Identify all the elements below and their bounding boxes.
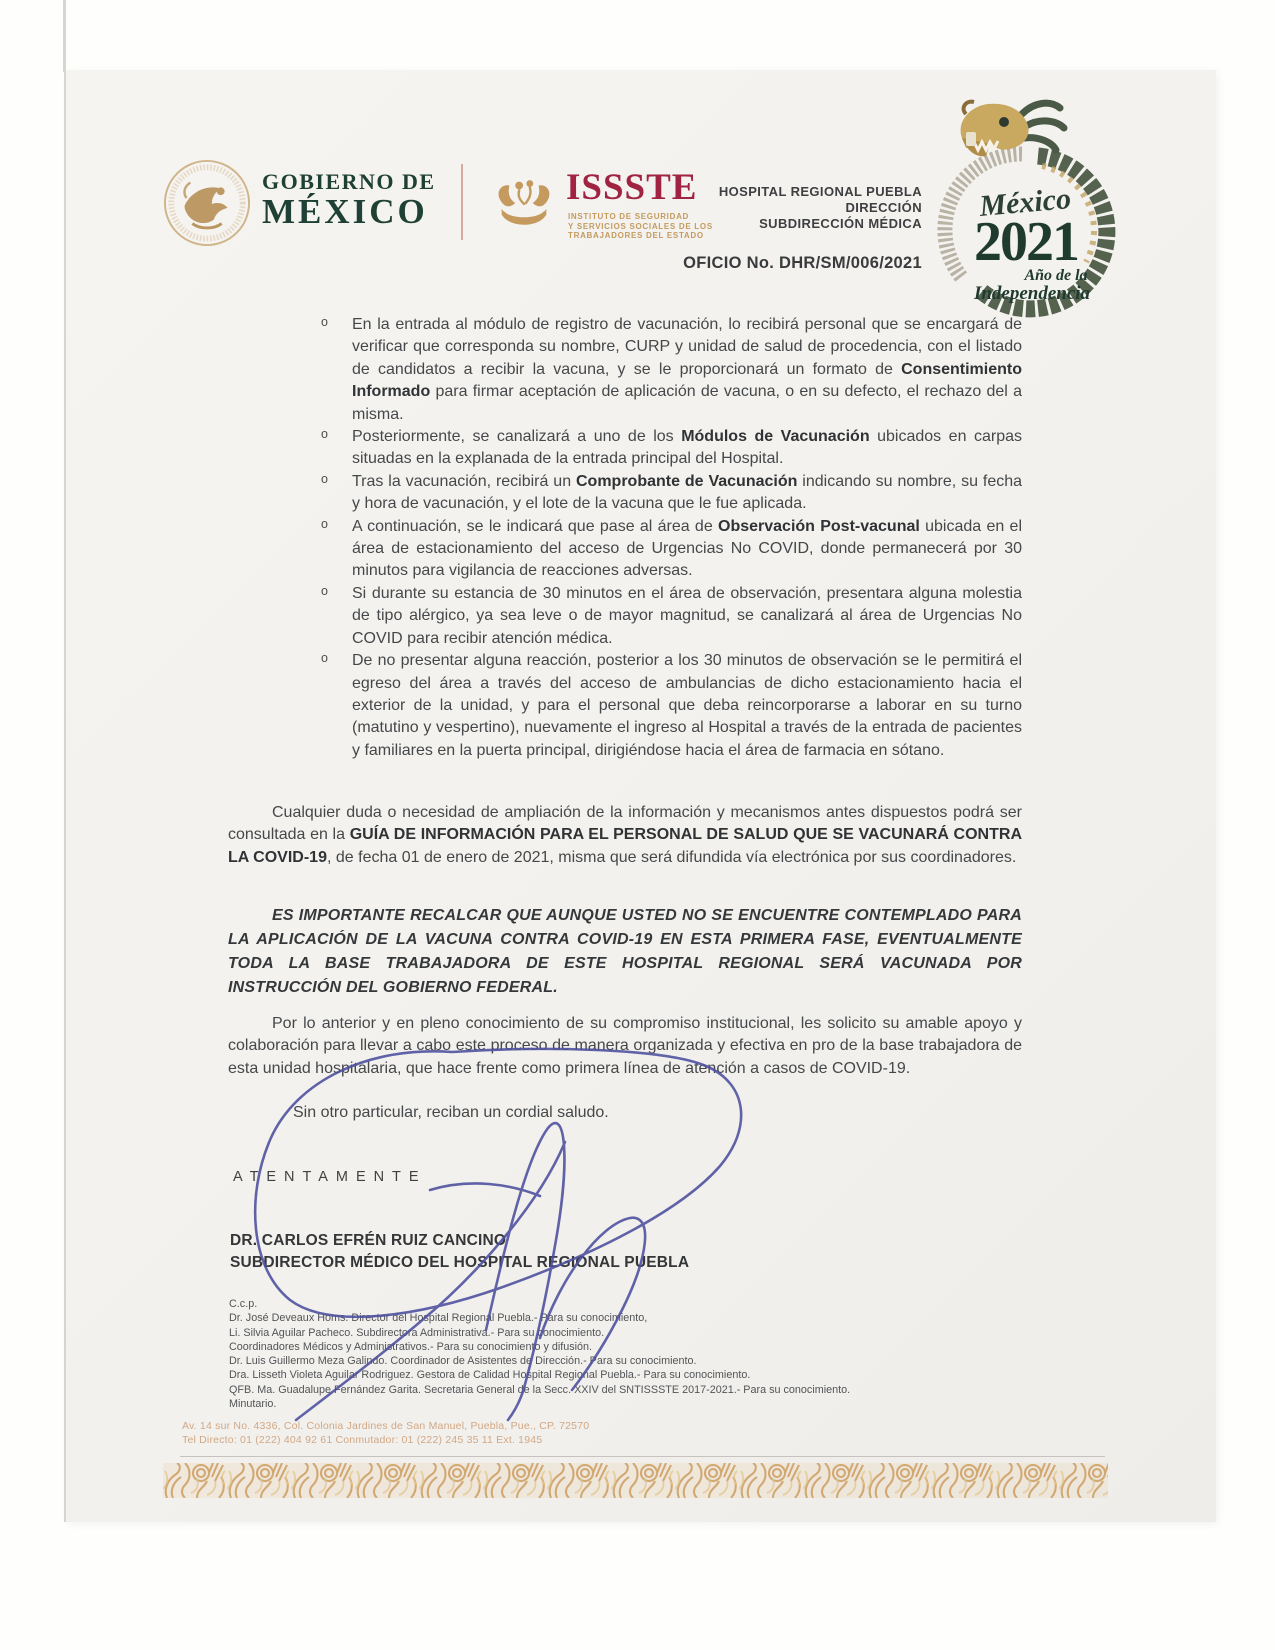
office-line-hospital: HOSPITAL REGIONAL PUEBLA — [718, 184, 922, 199]
ccp-block — [229, 1297, 850, 1411]
header-divider — [461, 164, 463, 240]
emblem-mexico-text: México — [978, 182, 1073, 223]
footer-address-line: Av. 14 sur No. 4336, Col. Colonia Jardines de San Manuel, Puebla, Pue., CP. 72570 — [182, 1420, 590, 1432]
procedure-bullet-list — [321, 314, 1023, 762]
bullet-text: En la entrada al módulo de registro de vacunación, lo recibirá personal que se encargará de verificar que corresponda su nombre, CURP y unidad de salud de procedencia, con el listado de candidatos a recibir la vacuna, y se le proporcionará un formato de Consentimiento Informado para firmar aceptación de aplicación de vacuna, o en su defecto, el rechazo del a misma. — [352, 316, 1022, 423]
gobierno-de-mexico-wordmark — [262, 170, 436, 230]
ccp-item: QFB. Ma. Guadalupe Fernández Garita. Secretaria General de la Secc. XXIV del SNTISSSTE 2017-2021.- Para su conocimiento. — [229, 1383, 851, 1396]
footer-rule — [180, 1456, 1105, 1457]
ccp-item: Li. Silvia Aguilar Pacheco. Subdirectora Administrativa.- Para su conocimiento. — [229, 1326, 605, 1339]
ccp-list — [229, 1311, 850, 1411]
oficio-number: OFICIO No. DHR/SM/006/2021 — [683, 254, 922, 272]
serpent-head — [961, 102, 1064, 157]
bullet-marker: o — [321, 583, 328, 598]
eagle-seal-icon — [163, 158, 251, 248]
bullet-text: A continuación, se le indicará que pase al área de Observación Post-vacunal ubicada en el área de estacionamiento del acceso de Urgencias No COVID, donde permanecerá por 30 minutos para vigilancia de reacciones adversas. — [352, 517, 1022, 580]
paragraph-consulta-guia: Cualquier duda o necesidad de ampliación de la información y mecanismos antes dispuestos podrá ser consultada en la GUÍA DE INFORMACIÓN PARA EL PERSONAL DE SALUD QUE SE VACUNARÁ CONTRA LA COVID-19, de fecha 01 de enero de 2021, misma que será difundida vía electrónica por sus coordinadores. — [228, 804, 1022, 866]
bullet-marker: o — [321, 651, 328, 666]
emblem-year-text: 2021 — [974, 211, 1078, 273]
greca-pattern — [163, 1463, 1108, 1498]
decorative-prehispanic-band — [163, 1463, 1108, 1498]
bullet-text: De no presentar alguna reacción, posterior a los 30 minutos de observación se le permitirá el egreso del área a través del acceso de ambulancias de dicho estacionamiento hacia el exterior de la unidad, y para el personal que deba reincorporarse a laborar en su turno (matutino y vespertino), nuevamente el ingreso al Hospital a través de la entrada de pacientes y familiares en la puerta principal, dirigiéndose hacia el área de farmacia en sótano. — [352, 652, 1022, 759]
bullet-text: Tras la vacunación, recibirá un Comprobante de Vacunación indicando su nombre, su fecha y hora de vacunación, y el lote de la vacuna que le fue aplicada. — [352, 472, 1023, 513]
issste-wordmark: ISSSTE — [566, 167, 698, 208]
bullet-text: Posteriormente, se canalizará a uno de los Módulos de Vacunación ubicados en carpas situadas en la explanada de la entrada principal del Hospital. — [352, 428, 1023, 468]
issste-hands-logo — [490, 170, 558, 234]
issste-subtitle-line-1: INSTITUTO DE SEGURIDAD — [568, 212, 690, 221]
mexico-label: MÉXICO — [262, 192, 428, 231]
signer-name: DR. CARLOS EFRÉN RUIZ CANCINO — [230, 1232, 507, 1249]
bullet-item — [321, 471, 1023, 516]
gobierno-mexico-eagle-logo — [163, 158, 251, 248]
issste-subtitle-line-2: Y SERVICIOS SOCIALES DE LOS — [568, 221, 713, 231]
atentamente-label: ATENTAMENTE — [233, 1169, 427, 1185]
ccp-item: Dra. Lisseth Violeta Aguilar Rodriguez. Gestora de Calidad Hospital Regional Puebla.- Para su conocimiento. — [229, 1369, 751, 1382]
emblem-tagline-1: Año de la — [1024, 267, 1088, 284]
quetzalcoatl-wreath-icon — [926, 92, 1126, 322]
bullet-item — [321, 583, 1022, 650]
closing-salutation: Sin otro particular, reciban un cordial saludo. — [293, 1104, 609, 1121]
ccp-item: Minutario. — [229, 1398, 277, 1411]
office-line-direccion: DIRECCIÓN — [845, 200, 922, 215]
bullet-marker: o — [321, 516, 328, 531]
bullet-marker: o — [321, 315, 328, 329]
emblem-tagline-2: Independencia — [973, 283, 1091, 304]
office-line-subdireccion: SUBDIRECCIÓN MÉDICA — [759, 216, 922, 231]
signer-title: SUBDIRECTOR MÉDICO DEL HOSPITAL REGIONAL PUEBLA — [230, 1254, 690, 1271]
scan-edge-artifact — [63, 0, 66, 72]
mexico-2021-emblem — [926, 92, 1126, 322]
paragraph-solicitud: Por lo anterior y en pleno conocimiento de su compromiso institucional, les solicito su amable apoyo y colaboración para llevar a cabo este proceso de manera organizada y efectiva en pro de la base trabajadora de esta unidad hospitalaria, que hace frente como primera línea de atención a casos de COVID-19. — [228, 1015, 1022, 1077]
ccp-label: C.c.p. — [229, 1298, 258, 1310]
footer-phones-line: Tel Directo: 01 (222) 404 92 61 Conmutador: 01 (222) 245 35 11 Ext. 1945 — [182, 1433, 543, 1446]
issuing-office-block — [622, 184, 922, 232]
ccp-item: Dr. Luis Guillermo Meza Galindo. Coordinador de Asistentes de Dirección.- Para su conocimiento. — [229, 1355, 697, 1368]
bullet-marker: o — [321, 471, 328, 486]
bullet-item — [321, 650, 1022, 762]
bullet-item — [321, 426, 1023, 471]
cupped-hands-icon — [490, 170, 558, 234]
footer-contact-block — [182, 1420, 589, 1447]
issste-subtitle-line-3: TRABAJADORES DEL ESTADO — [568, 231, 704, 241]
bullet-item — [321, 516, 1022, 583]
paragraph-importante: ES IMPORTANTE RECALCAR QUE AUNQUE USTED NO SE ENCUENTRE CONTEMPLADO PARA LA APLICACIÓN DE LA VACUNA CONTRA COVID-19 EN ESTA PRIMERA FASE, EVENTUALMENTE TODA LA BASE TRABAJADORA DE ESTE HOSPITAL REGIONAL SERÁ VACUNADA POR INSTRUCCIÓN DEL GOBIERNO FEDERAL. — [228, 907, 1022, 996]
bullet-marker: o — [321, 427, 328, 442]
bullet-item — [321, 314, 1022, 426]
ccp-item: Coordinadores Médicos y Administrativos.- Para su conocimiento y difusión. — [229, 1340, 593, 1353]
gobierno-de-label: GOBIERNO DE — [262, 169, 436, 194]
ccp-item: Dr. José Deveaux Homs. Director del Hospital Regional Puebla.- Para su conocimiento, — [229, 1312, 648, 1325]
bullet-text: Si durante su estancia de 30 minutos en el área de observación, presentara alguna molestia de tipo alérgico, ya sea leve o de mayor magnitud, se canalizará al área de Urgencias No COVID para recibir atención médica. — [352, 584, 1022, 647]
